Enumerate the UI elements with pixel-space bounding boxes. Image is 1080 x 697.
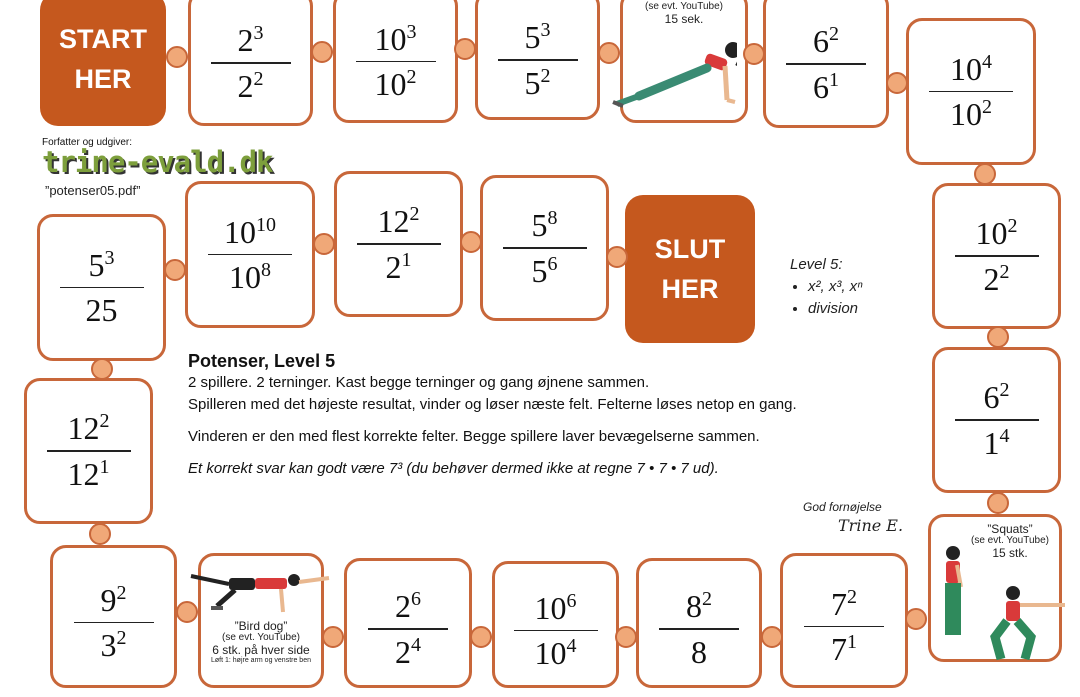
fraction: $8^2$ 8 (639, 561, 759, 697)
path-connector (89, 523, 111, 545)
path-connector (905, 608, 927, 630)
board-field-10[interactable] (492, 561, 619, 688)
fraction: $5^8$ $5^6$ (483, 178, 606, 318)
fraction: $7^2$ $7^1$ (783, 556, 905, 697)
squats-caption: ”Squats” (se evt. YouTube) 15 stk. (970, 522, 1049, 560)
file-name: ”potenser05.pdf” (45, 183, 141, 198)
board-field-11[interactable] (344, 558, 472, 688)
logo: trine-evald.dk (42, 145, 273, 179)
birddog-person-icon (189, 562, 339, 618)
rules-paragraph: Spilleren med det højeste resultat, vinder og løser næste felt. Felterne løses netop en gang. (188, 396, 797, 413)
board-field-16[interactable] (334, 171, 463, 317)
path-connector (886, 72, 908, 94)
level-item: • division (808, 298, 863, 320)
path-connector (615, 626, 637, 648)
path-connector (974, 163, 996, 185)
rules-paragraph: Et korrekt svar kan godt være 7³ (du behøver dermed ikke at regne 7 • 7 • 7 ud). (188, 460, 719, 477)
path-connector (454, 38, 476, 60)
fraction: $6^2$ $6^1$ (766, 3, 886, 125)
greeting: God fornøjelse (803, 500, 882, 514)
path-connector (166, 46, 188, 68)
signature: Trine E. (838, 516, 904, 535)
fraction: $5^3$ $5^2$ (478, 3, 597, 117)
board-field-15[interactable] (185, 181, 315, 328)
fraction: $10^{10}$ $10^8$ (188, 184, 312, 325)
fraction: $2^6$ $2^4$ (347, 561, 469, 697)
rules-title: Potenser, Level 5 (188, 351, 336, 371)
fraction: $10^2$ $2^2$ (935, 186, 1058, 326)
path-connector (313, 233, 335, 255)
board-field-1[interactable] (188, 0, 313, 126)
fraction: $2^3$ $2^2$ (191, 3, 310, 123)
board-field-2[interactable] (333, 0, 458, 123)
rules-paragraph: Vinderen er den med flest korrekte felter. Begge spillere laver bevægelserne sammen. (188, 428, 760, 445)
level-info (790, 254, 863, 320)
board-field-7[interactable] (932, 347, 1061, 493)
fraction: $9^2$ $3^2$ (53, 548, 174, 697)
board-field-3[interactable] (475, 0, 600, 120)
plank-person-icon (609, 38, 737, 118)
path-connector (91, 358, 113, 380)
board-field-4[interactable] (763, 0, 889, 128)
path-connector (987, 326, 1009, 348)
fraction: $12^2$ $12^1$ (27, 381, 150, 521)
path-connector (164, 259, 186, 281)
fraction: $10^4$ $10^2$ (909, 21, 1033, 162)
level-title: Level 5: (790, 256, 843, 273)
path-connector (987, 492, 1009, 514)
exercise-field-birddog[interactable] (198, 553, 324, 688)
path-connector (460, 231, 482, 253)
birddog-caption: ”Bird dog” (se evt. YouTube) 6 stk. på hver side Løft 1: højre arm og venstre ben (211, 619, 311, 664)
start-label-line1: START (59, 24, 147, 54)
fraction: $10^3$ $10^2$ (336, 3, 455, 120)
rules-text (188, 350, 888, 480)
end-label-line2: HER (661, 274, 719, 304)
rules-paragraph: 2 spillere. 2 terninger. Kast begge terninger og gang øjnene sammen. (188, 374, 650, 391)
exercise-field-plank[interactable] (620, 0, 748, 123)
board-field-6[interactable] (932, 183, 1061, 329)
path-connector (311, 41, 333, 63)
fraction: $12^2$ $2^1$ (337, 174, 460, 314)
path-connector (606, 246, 628, 268)
exercise-field-squats[interactable] (928, 514, 1062, 662)
end-label-line1: SLUT (654, 234, 726, 264)
board-field-14[interactable] (37, 214, 166, 361)
board-field-9[interactable] (636, 558, 762, 688)
board-field-13[interactable] (24, 378, 153, 524)
board-field-17[interactable] (480, 175, 609, 321)
author-label: Forfatter og udgiver: (42, 137, 133, 148)
fraction: $6^2$ $1^4$ (935, 350, 1058, 490)
squats-person-icon (931, 541, 1065, 661)
fraction: $10^6$ $10^4$ (495, 564, 616, 697)
path-connector (743, 43, 765, 65)
end-field[interactable] (625, 195, 755, 343)
path-connector (470, 626, 492, 648)
plank-caption: (se evt. YouTube) 15 sek. (644, 1, 723, 26)
start-field[interactable] (40, 0, 166, 126)
level-item: • x², x³, xⁿ (808, 276, 863, 298)
path-connector (322, 626, 344, 648)
board-field-12[interactable] (50, 545, 177, 688)
board-field-5[interactable] (906, 18, 1036, 165)
path-connector (761, 626, 783, 648)
board-field-8[interactable] (780, 553, 908, 688)
start-label-line2: HER (74, 64, 132, 94)
fraction: $5^3$ 25 (40, 217, 163, 358)
path-connector (598, 42, 620, 64)
path-connector (176, 601, 198, 623)
